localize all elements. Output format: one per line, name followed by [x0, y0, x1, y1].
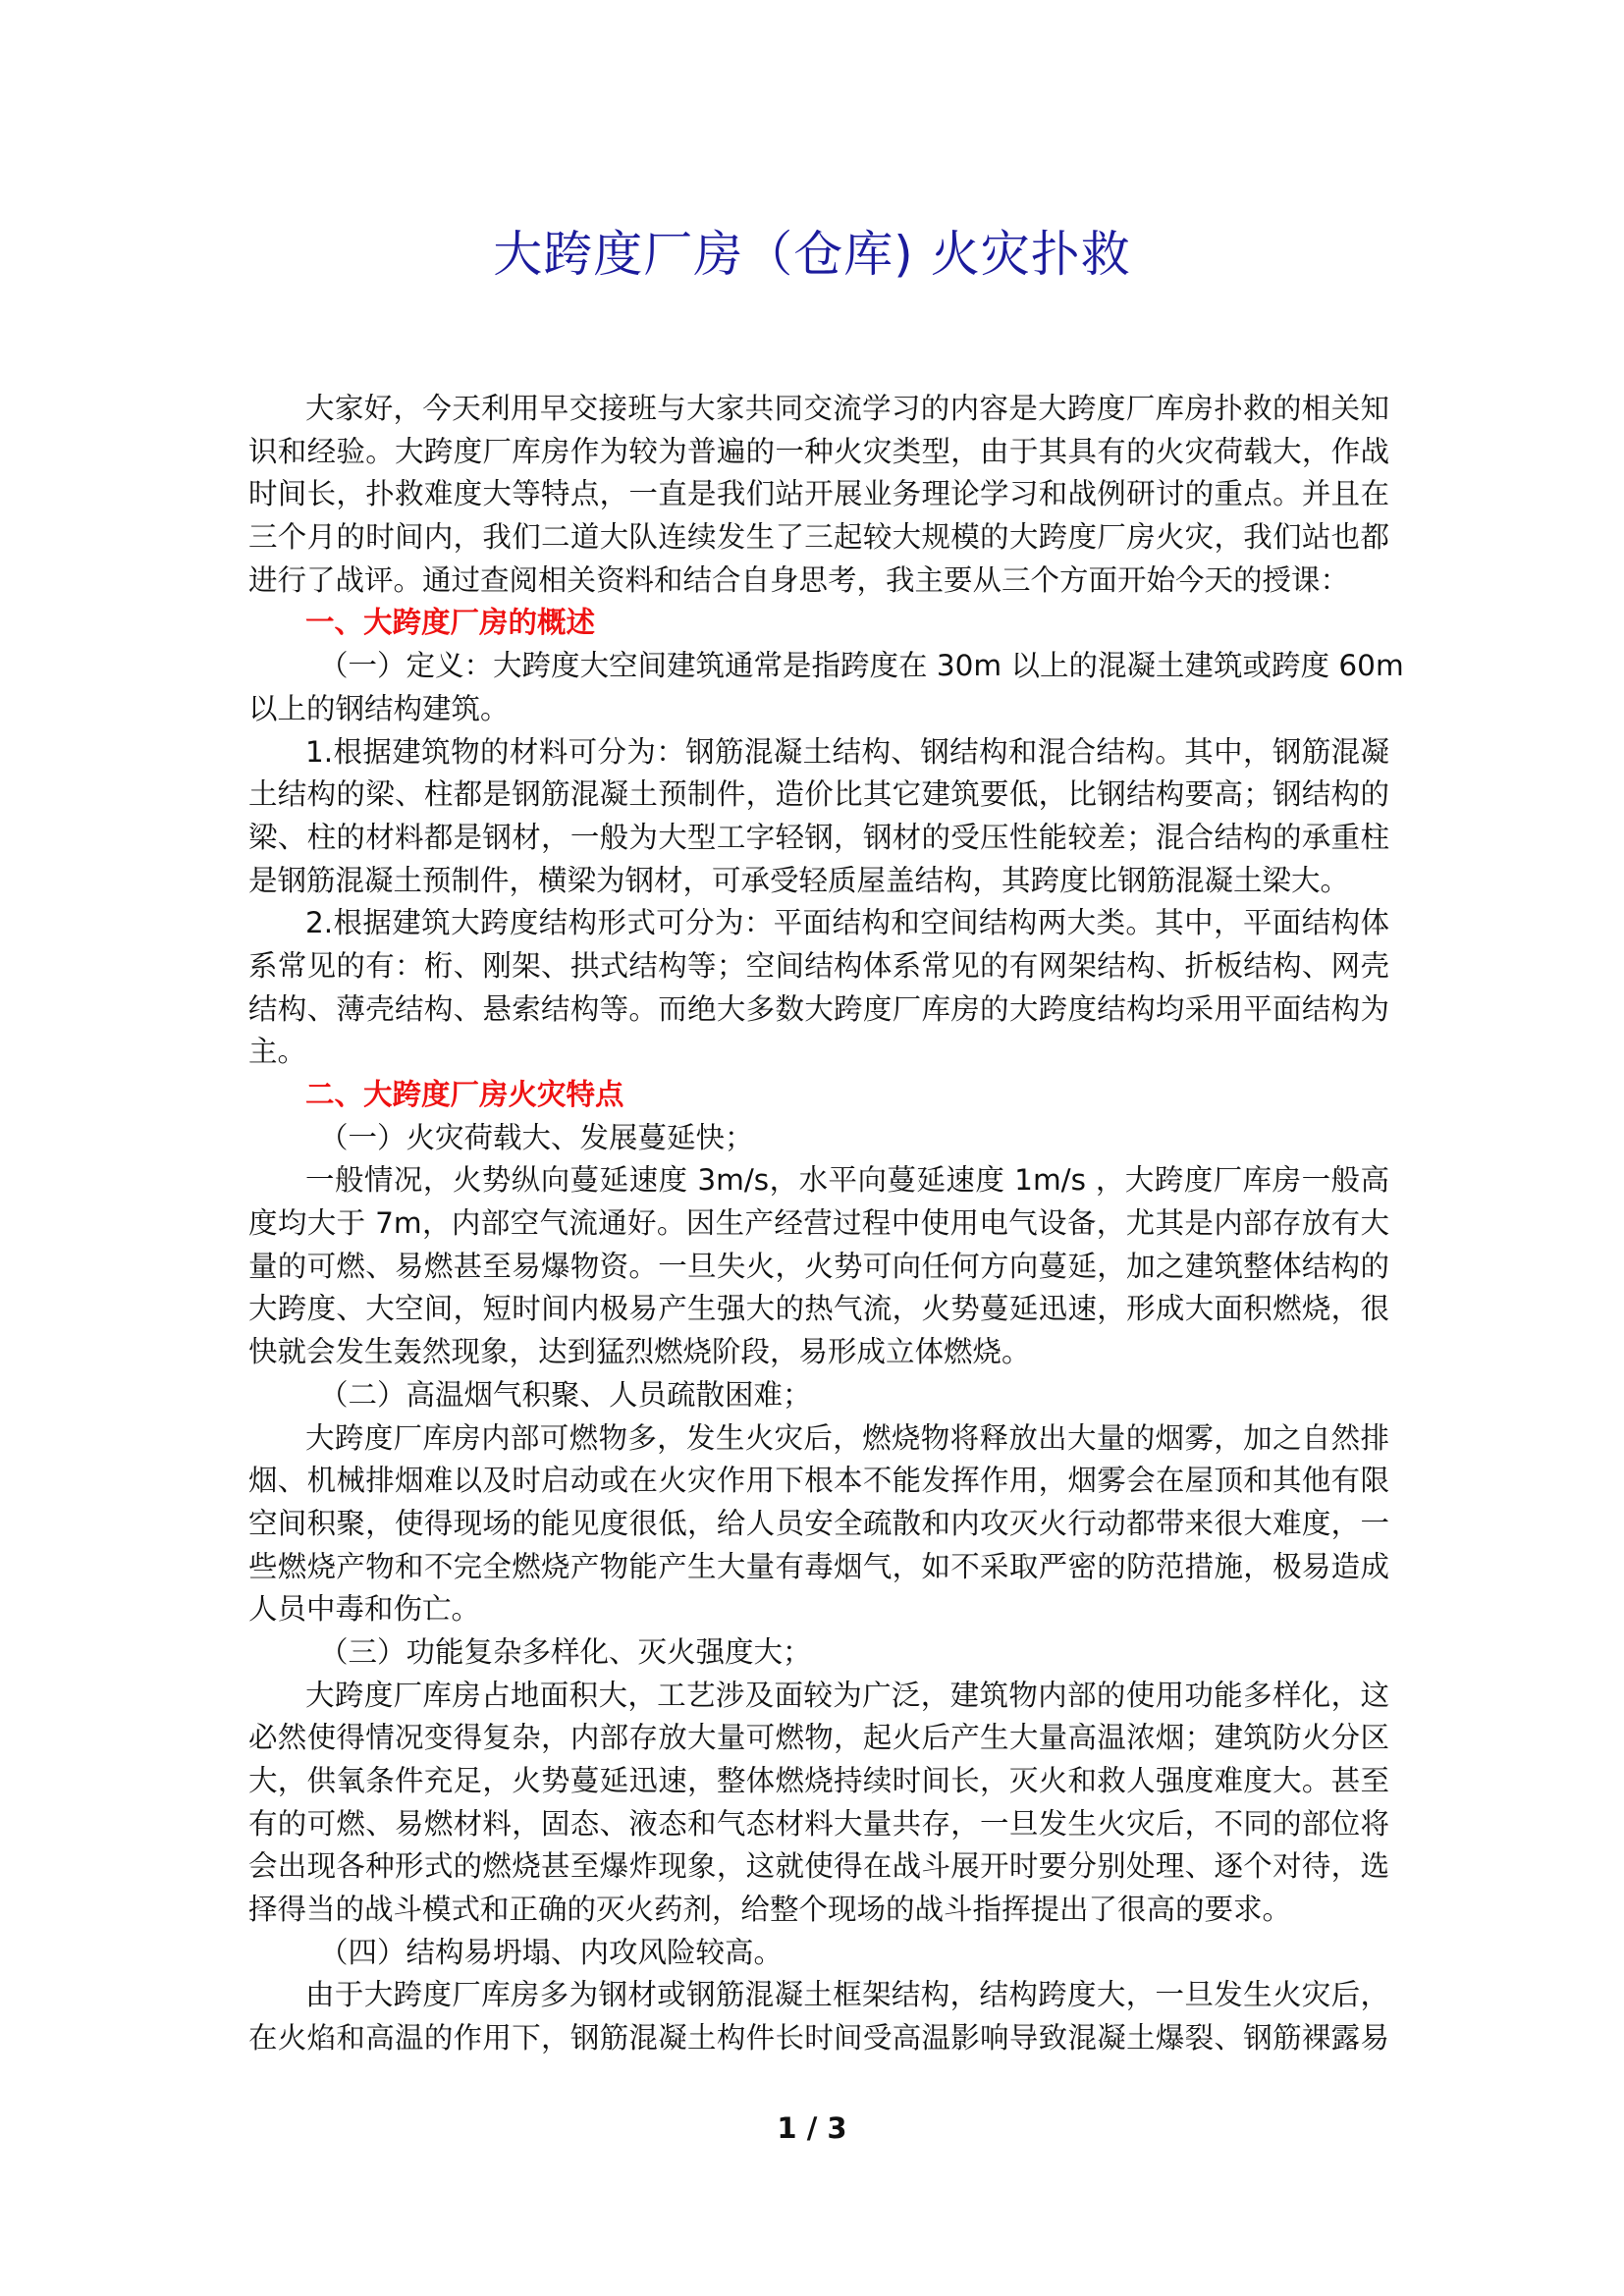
section-heading: [248, 602, 1389, 645]
text-line: 结构、薄壳结构、悬索结构等。而绝大多数大跨度厂库房的大跨度结构均采用平面结构为: [248, 991, 1389, 1026]
document-title: 大跨度厂房（仓库) 火灾扑救: [493, 226, 1131, 283]
text-line: 在火焰和高温的作用下，钢筋混凝土构件长时间受高温影响导致混凝土爆裂、钢筋裸露易: [248, 2021, 1389, 2056]
paragraph: [248, 645, 1404, 730]
text-line: 量的可燃、易燃甚至易爆物资。一旦失火，火势可向任何方向蔓延，加之建筑整体结构的: [248, 1249, 1389, 1283]
text-line: 三个月的时间内，我们二道大队连续发生了三起较大规模的大跨度厂房火灾，我们站也都: [248, 520, 1389, 555]
paragraph: [248, 1374, 1389, 1417]
text-line: 大跨度厂库房内部可燃物多，发生火灾后，燃烧物将释放出大量的烟雾，加之自然排: [305, 1420, 1389, 1455]
text-line: 梁、柱的材料都是钢材，一般为大型工字轻钢，钢材的受压性能较差；混合结构的承重柱: [248, 820, 1389, 854]
paragraph: [248, 1117, 1389, 1160]
text-line: 是钢筋混凝土预制件，横梁为钢材，可承受轻质屋盖结构，其跨度比钢筋混凝土梁大。: [248, 863, 1350, 897]
text-line: （一）定义：大跨度大空间建筑通常是指跨度在 30m 以上的混凝土建筑或跨度 60m: [319, 649, 1404, 683]
paragraph: [248, 1974, 1389, 2059]
text-line: 有的可燃、易燃材料，固态、液态和气态材料大量共存，一旦发生火灾后，不同的部位将: [248, 1806, 1389, 1841]
heading-text: 二、大跨度厂房火灾特点: [305, 1078, 624, 1111]
text-line: （一）火灾荷载大、发展蔓延快；: [319, 1120, 754, 1154]
paragraph: [248, 388, 1389, 602]
paragraph: [248, 731, 1389, 903]
text-line: 由于大跨度厂库房多为钢材或钢筋混凝土框架结构，结构跨度大，一旦发生火灾后，: [305, 1978, 1389, 2012]
text-line: 必然使得情况变得复杂，内部存放大量可燃物，起火后产生大量高温浓烟；建筑防火分区: [248, 1721, 1389, 1755]
text-line: 大跨度厂库房占地面积大，工艺涉及面较为广泛，建筑物内部的使用功能多样化，这: [305, 1678, 1389, 1712]
paragraph: [248, 1631, 1389, 1675]
paragraph: [248, 1159, 1389, 1373]
text-line: 大，供氧条件充足，火势蔓延迅速，整体燃烧持续时间长，灭火和救人强度难度大。甚至: [248, 1764, 1389, 1797]
text-line: 土结构的梁、柱都是钢筋混凝土预制件，造价比其它建筑要低，比钢结构要高；钢结构的: [248, 777, 1389, 812]
text-line: 空间积聚，使得现场的能见度很低，给人员安全疏散和内攻灭火行动都带来很大难度，一: [248, 1506, 1389, 1540]
document-body: [248, 388, 1404, 2060]
text-line: 大跨度、大空间，短时间内极易产生强大的热气流，火势蔓延迅速，形成大面积燃烧，很: [248, 1292, 1389, 1326]
text-line: （二）高温烟气积聚、人员疏散困难；: [319, 1377, 812, 1412]
text-line: 主。: [248, 1035, 307, 1069]
paragraph: [248, 1675, 1389, 1932]
text-line: 2.根据建筑大跨度结构形式可分为：平面结构和空间结构两大类。其中，平面结构体: [305, 906, 1389, 940]
text-line: （四）结构易坍塌、内攻风险较高。: [319, 1935, 784, 1969]
heading-text: 一、大跨度厂房的概述: [305, 606, 596, 640]
text-line: 时间长，扑救难度大等特点，一直是我们站开展业务理论学习和战例研讨的重点。并且在: [248, 477, 1389, 511]
text-line: 择得当的战斗模式和正确的灭火药剂，给整个现场的战斗指挥提出了很高的要求。: [248, 1893, 1292, 1927]
text-line: 以上的钢结构建筑。: [248, 691, 510, 725]
text-line: 些燃烧产物和不完全燃烧产物能产生大量有毒烟气，如不采取严密的防范措施，极易造成: [248, 1549, 1389, 1583]
text-line: 人员中毒和伤亡。: [248, 1592, 481, 1627]
text-line: 快就会发生轰然现象，达到猛烈燃烧阶段，易形成立体燃烧。: [248, 1335, 1031, 1369]
paragraph: [248, 1417, 1389, 1631]
text-line: 系常见的有：桁、刚架、拱式结构等；空间结构体系常见的有网架结构、折板结构、网壳: [248, 948, 1389, 983]
paragraph: [248, 902, 1389, 1074]
text-line: （三）功能复杂多样化、灭火强度大；: [319, 1634, 812, 1669]
text-line: 烟、机械排烟难以及时启动或在火灾作用下根本不能发挥作用，烟雾会在屋顶和其他有限: [248, 1464, 1389, 1498]
text-line: 大家好，今天利用早交接班与大家共同交流学习的内容是大跨度厂库房扑救的相关知: [305, 392, 1389, 425]
section-heading: [248, 1074, 1389, 1117]
text-line: 进行了战评。通过查阅相关资料和结合自身思考，我主要从三个方面开始今天的授课：: [248, 562, 1350, 597]
text-line: 度均大于 7m，内部空气流通好。因生产经营过程中使用电气设备，尤其是内部存放有大: [248, 1206, 1389, 1241]
text-line: 会出现各种形式的燃烧甚至爆炸现象，这就使得在战斗展开时要分别处理、逐个对待，选: [248, 1849, 1389, 1884]
paragraph: [248, 1932, 1389, 1975]
text-line: 1.根据建筑物的材料可分为：钢筋混凝土结构、钢结构和混合结构。其中，钢筋混凝: [305, 734, 1389, 769]
text-line: 一般情况，火势纵向蔓延速度 3m/s，水平向蔓延速度 1m/s ，大跨度厂库房一般高: [305, 1163, 1389, 1198]
text-line: 识和经验。大跨度厂库房作为较为普遍的一种火灾类型，由于其具有的火灾荷载大，作战: [248, 434, 1389, 468]
page-number: 1 / 3: [777, 2111, 847, 2145]
